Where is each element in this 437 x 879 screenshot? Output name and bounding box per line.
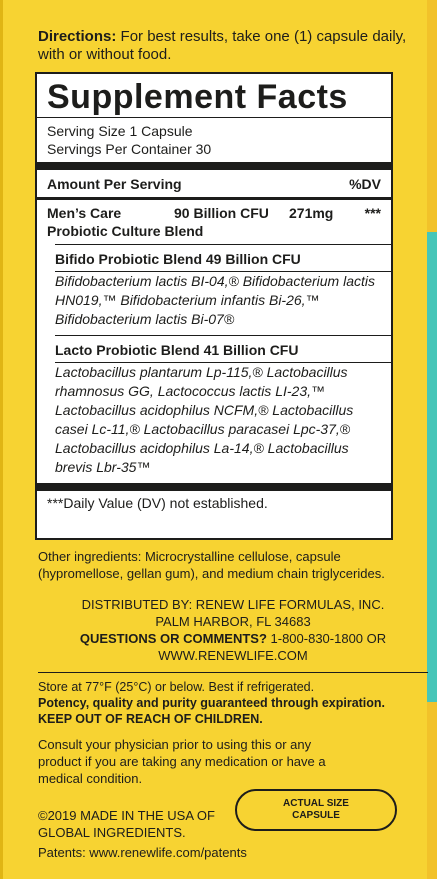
questions-label: QUESTIONS OR COMMENTS? xyxy=(79,631,267,646)
capsule-label-line1: ACTUAL SIZE xyxy=(283,798,349,809)
store-text: Store at 77°F (25°C) or below. Best if refrigerated. xyxy=(38,680,315,694)
potency-text: Potency, quality and purity guaranteed through expiration. xyxy=(38,696,386,710)
made-in-usa: ©2019 MADE IN THE USA OF GLOBAL INGREDIENTS. xyxy=(38,808,215,840)
amount-per-serving: Amount Per Serving xyxy=(47,176,182,192)
phone-number: 1-800-830-1800 OR xyxy=(270,631,387,646)
box-left-edge xyxy=(0,0,3,879)
questions-line xyxy=(38,630,428,647)
dv-footnote: ***Daily Value (DV) not established. xyxy=(47,495,268,511)
website: WWW.RENEWLIFE.COM xyxy=(158,648,308,663)
rule-thick xyxy=(37,162,391,170)
blend-cfu: 90 Billion CFU xyxy=(174,205,269,221)
directions-label: Directions: xyxy=(38,28,117,45)
blend-subtitle: Probiotic Culture Blend xyxy=(47,223,204,239)
rule xyxy=(37,117,391,118)
lacto-strains: Lactobacillus plantarum Lp-115,® Lactobacillus rhamnosus GG, Lactococcus lactis LI-23,™ Lactobacillus acidophilus NCFM,® Lactobacillus casei Lc-11,® Lactobacillus paracasei Lpc-37,® Lactobacillus acidophilus La-14,® Lactobacillus brevis Lbr-35™ xyxy=(55,364,354,475)
storage-info xyxy=(38,679,428,727)
servings-per-container: Servings Per Container 30 xyxy=(47,141,212,157)
amount-header-row xyxy=(47,173,381,195)
actual-size-capsule xyxy=(235,789,397,831)
teal-side-stripe xyxy=(427,232,437,702)
serving-info xyxy=(47,122,381,158)
serving-size: Serving Size 1 Capsule xyxy=(47,123,193,139)
keep-out-text: KEEP OUT OF REACH OF CHILDREN. xyxy=(38,712,263,726)
distributor-line2: PALM HARBOR, FL 34683 xyxy=(155,614,311,629)
bifido-strains: Bifidobacterium lactis BI-04,® Bifidobacterium lactis HN019,™ Bifidobacterium infantis Bi-26,™ Bifidobacterium lactis Bi-07® xyxy=(55,273,375,327)
supplement-facts-panel xyxy=(35,72,393,540)
rule xyxy=(55,335,391,336)
consult-physician: Consult your physician prior to using this or any product if you are taking any medication or have a medical condition. xyxy=(38,737,326,786)
blend-mg: 271mg xyxy=(289,205,334,221)
distributor-info xyxy=(38,596,428,664)
other-ingredients: Other ingredients: Microcrystalline cellulose, capsule (hypromellose, gellan gum), and medium chain triglycerides. xyxy=(38,549,385,581)
divider xyxy=(38,672,428,673)
blend-row xyxy=(47,204,381,222)
blend-name: Men’s Care xyxy=(47,205,122,221)
directions-text xyxy=(38,28,423,64)
blend-dv: *** xyxy=(364,205,381,221)
rule xyxy=(55,244,391,245)
capsule-label-line2: CAPSULE xyxy=(292,810,340,821)
patents: Patents: www.renewlife.com/patents xyxy=(38,845,247,860)
bifido-block xyxy=(55,244,381,477)
lacto-title: Lacto Probiotic Blend 41 Billion CFU xyxy=(55,342,299,358)
distributor-line1: DISTRIBUTED BY: RENEW LIFE FORMULAS, INC. xyxy=(81,597,385,612)
rule-thick xyxy=(37,483,391,491)
rule-mid xyxy=(37,197,391,200)
facts-title: Supplement Facts xyxy=(47,78,348,116)
directions-body: For best results, take one (1) capsule daily, with or without food. xyxy=(38,28,407,63)
bifido-title: Bifido Probiotic Blend 49 Billion CFU xyxy=(55,251,301,267)
dv-header: %DV xyxy=(349,176,381,192)
